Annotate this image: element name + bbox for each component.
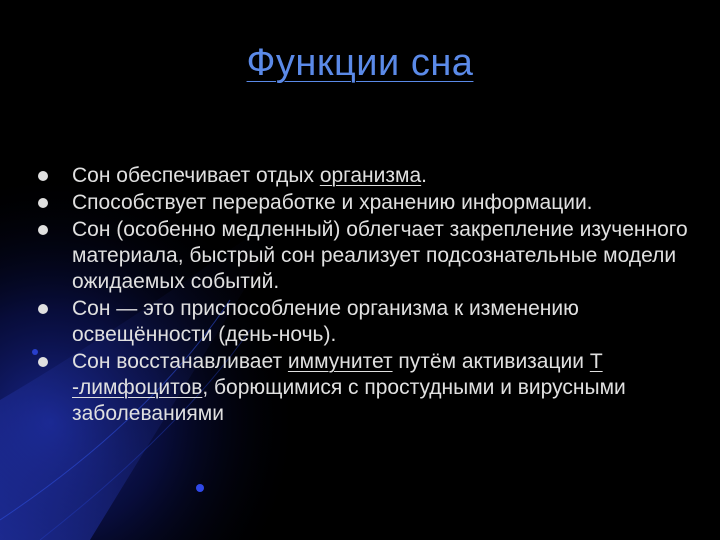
bullet-icon: [38, 357, 48, 367]
bullet-icon: [38, 171, 48, 181]
list-item: Сон обеспечивает отдых организма.: [38, 163, 698, 189]
bullet-icon: [38, 225, 48, 235]
link-t-limfocity[interactable]: Т -лимфоцитов: [72, 350, 603, 399]
list-item: Сон — это приспособление организма к изменению освещённости (день-ночь).: [38, 296, 698, 348]
list-item: Сон восстанавливает иммунитет путём активизации Т -лимфоцитов, борющимися с простудными и вирусными заболеваниями: [38, 349, 698, 427]
decor-dot: [196, 484, 204, 492]
slide-title: Функции сна: [246, 42, 474, 84]
link-immunitet[interactable]: иммунитет: [287, 350, 393, 373]
bullet-list: [38, 163, 698, 428]
list-item: Способствует переработке и хранению информации.: [38, 190, 698, 216]
link-organizm[interactable]: организма: [319, 164, 422, 187]
bullet-icon: [38, 198, 48, 208]
list-item: Сон (особенно медленный) облегчает закрепление изученного материала, быстрый сон реализует подсознательные модели ожидаемых событий.: [38, 217, 698, 295]
bullet-icon: [38, 304, 48, 314]
